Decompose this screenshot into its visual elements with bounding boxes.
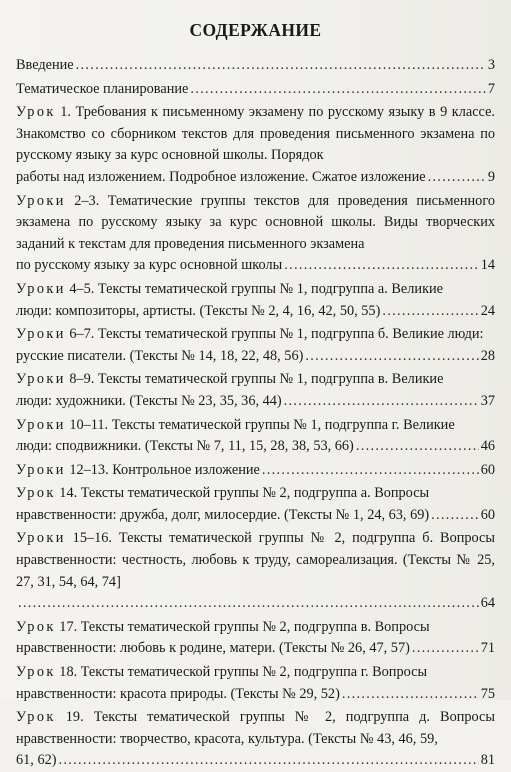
toc-entry-line: 9 классе. Знакомство со сборником текстов для проведения письменного экзамена по русскому языку за курс основной школы. Порядок [16,104,495,164]
toc-entry-line: 19. Тексты тематической группы № 2, подгруппа д. Вопросы нравственности: творчество, красота, культура. (Тексты № 43, 46, 59, [16,709,495,747]
toc-entry [16,483,495,526]
toc-entry-last-text: люди: художники. (Тексты № 23, 35, 36, 44) [16,392,282,409]
toc-entry-text [16,369,495,391]
page-number: 64 [480,595,495,612]
lesson-prefix: Уроки [16,280,66,297]
toc-entry [16,102,495,188]
toc-entry-text [16,102,495,167]
toc-entry-last-line [16,255,282,277]
page-number: 24 [480,302,495,319]
toc-entry-text [16,279,495,301]
lesson-prefix: Урок [16,709,56,726]
dot-leader [262,460,479,482]
dot-leader [356,436,479,458]
toc-leader-line [16,301,495,323]
toc-entry-line: 10–11. Тексты тематической группы № 1, подгруппа г. Великие [65,416,455,433]
toc-entry [16,662,495,705]
toc-entry-last-text: по русскому языку за курс основной школы [16,257,283,274]
dot-leader [412,638,479,660]
toc-leader-line [16,593,495,615]
dot-leader [190,79,485,101]
toc-leader-line [16,436,495,458]
page-number: 37 [480,392,495,409]
lesson-prefix: Урок [16,664,56,681]
toc-leader-line [16,167,495,189]
lesson-prefix: Уроки [16,326,66,343]
toc-leader-line [16,55,495,77]
page-number: 75 [480,685,495,702]
page-number: 71 [480,640,495,657]
page-number: 7 [487,80,495,97]
page-number: 60 [480,461,495,478]
toc-entry [16,279,495,322]
toc-entry-last-line [16,436,354,458]
toc-leader-line [16,391,495,413]
toc-leader-line [16,638,495,660]
dot-leader [76,55,486,77]
toc-entry-line: 14. Тексты тематической группы № 2, подгруппа а. Вопросы [55,485,430,502]
toc-entry-text [16,707,495,750]
page-number: 14 [480,257,495,274]
toc-entry-text [16,324,495,346]
dot-leader [59,750,479,772]
dot-leader [342,684,479,706]
toc-leader-line [16,505,495,527]
dot-leader [18,593,479,615]
toc-entry-last-line [16,750,57,772]
toc-entry-last-line [16,167,426,189]
page-number: 60 [480,506,495,523]
lesson-prefix: Уроки [16,416,66,433]
lesson-prefix: Урок [16,618,56,635]
lesson-prefix: Урок [16,485,56,502]
toc-entry [16,55,495,77]
lesson-prefix: Урок [16,104,56,121]
toc-entry-last-text: русские писатели. (Тексты № 14, 18, 22, 48, 56) [16,347,304,364]
dot-leader [431,505,479,527]
toc-entry-line: 4–5. Тексты тематической группы № 1, подгруппа а. Великие [65,280,444,297]
toc-entry-text [16,483,495,505]
toc-entry-last-line [16,684,340,706]
toc-entry [16,369,495,412]
toc-entry-text [16,617,495,639]
dot-leader [284,391,479,413]
toc-entry-last-text: 61, 62) [16,752,57,769]
toc-entry-last-text: нравственности: красота природы. (Тексты № 29, 52) [16,685,340,702]
toc-entry [16,415,495,458]
toc-entry-last-text: работы над изложением. Подробное изложение. Сжатое изложение [16,168,426,185]
toc-entry-text [16,662,495,684]
page-number: 81 [480,752,495,769]
toc-entry-last-text: 12–13. Контрольное изложение [65,461,260,478]
toc-entry [16,707,495,772]
toc-entry-line: 8–9. Тексты тематической группы № 1, подгруппа в. Великие [65,371,444,388]
table-of-contents [16,55,495,772]
toc-entry [16,79,495,101]
toc-entry-last-line [16,460,260,482]
toc-entry [16,617,495,660]
toc-leader-line [16,684,495,706]
lesson-prefix: Уроки [16,371,66,388]
lesson-prefix: Уроки [16,192,66,209]
toc-entry-text [16,191,495,256]
toc-entry-last-text: люди: композиторы, артисты. (Тексты № 2, 4, 16, 42, 50, 55) [16,302,381,319]
toc-entry-last-line [16,79,188,101]
lesson-prefix: Уроки [16,530,66,547]
toc-entry-line: 15–16. Тексты тематической группы № 2, подгруппа б. Вопросы нравственности: честность, любовь к труду, самореализация. (Тексты [16,530,495,569]
lesson-prefix: Уроки [16,461,66,478]
toc-entry-last-line [16,638,410,660]
dot-leader [382,301,478,323]
toc-entry-line: 1. Требования к письменному экзамену по русскому языку в [55,104,436,121]
toc-entry-last-text: Введение [16,57,74,73]
toc-entry [16,528,495,614]
toc-leader-line [16,460,495,482]
dot-leader [428,167,486,189]
page-title: СОДЕРЖАНИЕ [189,20,322,40]
toc-entry-last-line [16,55,74,77]
toc-leader-line [16,346,495,368]
toc-entry-last-text: нравственности: дружба, долг, милосердие. (Тексты № 1, 24, 63, 69) [16,506,430,523]
toc-entry-last-text: нравственности: любовь к родине, матери. (Тексты № 26, 47, 57) [16,640,410,657]
toc-leader-line [16,255,495,277]
toc-entry-last-line [16,505,429,527]
toc-entry-line: 18. Тексты тематической группы № 2, подгруппа г. Вопросы [55,664,428,681]
page-number: 3 [487,57,495,73]
toc-entry-line: 17. Тексты тематической группы № 2, подгруппа в. Вопросы [55,618,430,635]
toc-entry-line: № 25, 27, 31, 54, 64, 74] [16,552,495,590]
toc-entry [16,324,495,367]
toc-leader-line [16,750,495,772]
page-number: 46 [480,438,495,455]
toc-entry-last-line [16,301,380,323]
toc-entry-last-line [16,346,303,368]
toc-entry-last-line [16,391,282,413]
toc-entry-last-text: люди: сподвижники. (Тексты № 7, 11, 15, 28, 38, 53, 66) [16,438,354,455]
page-number: 28 [480,347,495,364]
toc-entry-text [16,528,495,593]
page-number: 9 [487,168,495,185]
toc-entry-line: 6–7. Тексты тематической группы № 1, подгруппа б. Великие люди: [65,326,484,343]
toc-entry [16,460,495,482]
toc-entry-line: 2–3. Тематические группы текстов для проведения письменного экзамена по русскому языку за курс основной школы. Виды творческих заданий к текстам для проведения письменного экзамена [16,192,495,252]
toc-entry-text [16,415,495,437]
dot-leader [284,255,478,277]
toc-entry [16,191,495,277]
dot-leader [305,346,478,368]
toc-entry-last-text: Тематическое планирование [16,80,189,97]
toc-leader-line [16,79,495,101]
